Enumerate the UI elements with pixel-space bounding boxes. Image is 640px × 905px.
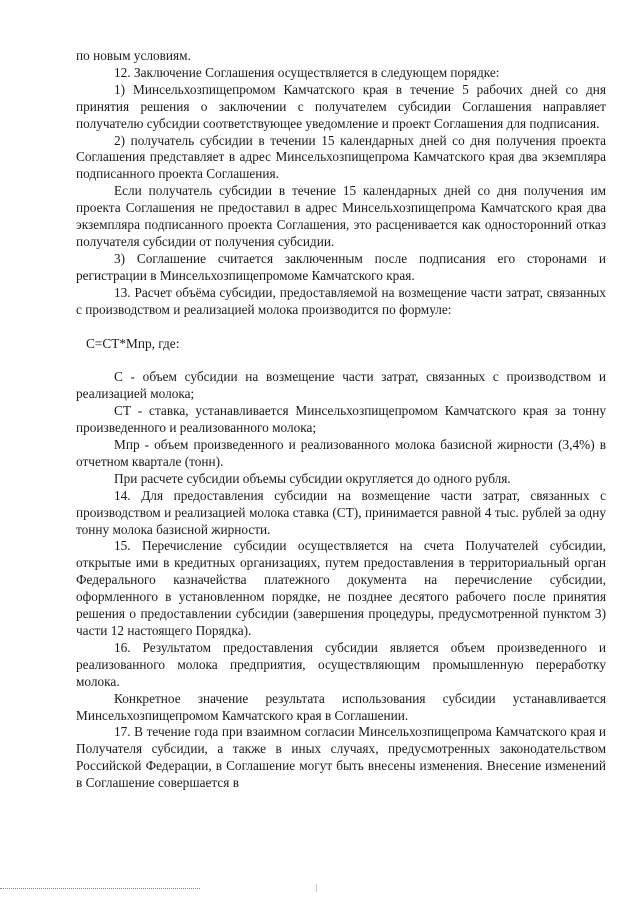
- paragraph-refusal-condition: Если получатель субсидии в течение 15 календарных дней со дня получения им проекта Соглашения не предоставил в адрес Минсельхозпищепрома Камчатского края два экземпляра подписанного проекта Соглашения, это расценивается как односторонний отказ получателя субсидии от получения субсидии.: [76, 183, 606, 249]
- paragraph-continuation: по новым условиям.: [76, 48, 191, 63]
- paragraph-item-16: 16. Результатом предоставления субсидии является объем произведенного и реализованного молока предприятия, осуществляющим промышленную переработку молока.: [76, 639, 606, 689]
- paragraph-item-12-1: 1) Минсельхозпищепромом Камчатского края в течение 5 рабочих дней со дня принятия решения о заключении с получателем субсидии Соглашения направляет получателю субсидии соответствующее уведомление и проект Соглашения для подписания.: [76, 81, 606, 131]
- paragraph-item-17: 17. В течение года при взаимном согласии Минсельхозпищепрома Камчатского края и Получателя субсидии, а также в иных случаях, предусмотренных законодательством Российской Федерации, в Соглашение могут быть внесены изменения. Внесение изменений в Соглашение совершается в: [76, 724, 606, 791]
- formula-line: С=СТ*Мпр, где:: [86, 335, 180, 351]
- document-body: [76, 48, 606, 792]
- paragraph-definition-mpr: Мпр - объем произведенного и реализованного молока базисной жирности (3,4%) в отчетном квартале (тонн).: [76, 437, 606, 469]
- paragraph-item-12-3: 3) Соглашение считается заключенным после подписания его сторонами и регистрации в Минсельхозпищепромоме Камчатского края.: [76, 250, 606, 283]
- paragraph-definition-st: СТ - ставка, устанавливается Минсельхозпищепромом Камчатского края за тонну произведенного и реализованного молока;: [76, 403, 606, 436]
- paragraph-item-12: 12. Заключение Соглашения осуществляется в следующем порядке:: [114, 64, 500, 80]
- paragraph-item-14: 14. Для предоставления субсидии на возмещение части затрат, связанных с производством и реализацией молока ставка (СТ), принимается равной 4 тыс. рублей за одну тонну молока базисной жирности.: [76, 487, 606, 537]
- paragraph-rounding: При расчете субсидии объемы субсидии округляется до одного рубля.: [114, 470, 511, 486]
- paragraph-definition-c: С - объем субсидии на возмещение части затрат, связанных с производством и реализацией молока;: [76, 369, 606, 402]
- paragraph-result-value: Конкретное значение результата использования субсидии устанавливается Минсельхозпищепромом Камчатского края в Соглашении.: [76, 690, 606, 723]
- paragraph-item-15: 15. Перечисление субсидии осуществляется на счета Получателей субсидии, открытые ими в кредитных организациях, путем предоставления в территориальный орган Федерального казначейства платежного документа на перечисление субсидии, оформленного в установленном порядке, не позднее десятого рабочего после принятия решения о предоставлении субсидии (завершения процедуры, предусмотренной пунктом 3) части 12 настоящего Порядка).: [76, 538, 606, 638]
- scan-edge-line: [0, 888, 200, 889]
- paragraph-item-12-2: 2) получатель субсидии в течении 15 календарных дней со дня получения проекта Соглашения представляет в адрес Минсельхозпищепрома Камчатского края два экземпляра подписанного проекта Соглашения.: [76, 132, 606, 182]
- scan-center-mark: [316, 884, 317, 892]
- paragraph-item-13: 13. Расчет объёма субсидии, предоставляемой на возмещение части затрат, связанных с производством и реализацией молока производится по формуле:: [76, 284, 606, 317]
